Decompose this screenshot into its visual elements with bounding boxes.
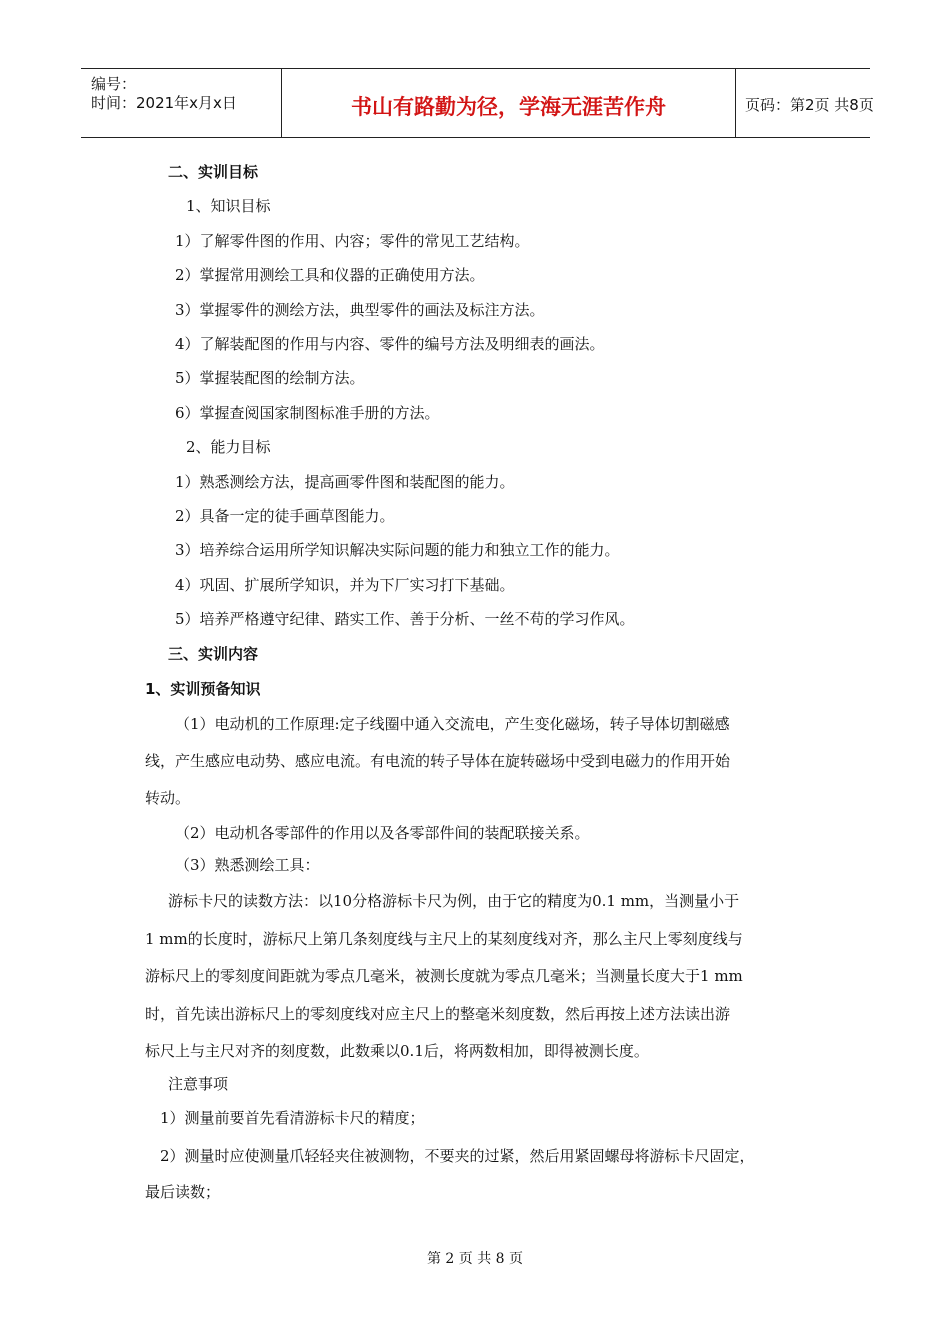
list-item: 4）巩固、扩展所学知识，并为下厂实习打下基础。	[175, 576, 515, 594]
list-item: 2）测量时应使测量爪轻轻夹住被测物，不要夹的过紧，然后用紧固螺母将游标卡尺固定，	[160, 1147, 755, 1165]
date-line: 时间：2021年x月x日	[91, 94, 237, 112]
subsection-heading: 2、能力目标	[186, 438, 271, 456]
header-meta-cell	[81, 69, 281, 137]
paragraph-line: （3）熟悉测绘工具：	[175, 856, 320, 874]
paragraph-line: （2）电动机各零部件的作用以及各零部件间的装配联接关系。	[175, 824, 590, 842]
subsection-heading: 1、实训预备知识	[145, 680, 261, 698]
list-item: 1）熟悉测绘方法，提高画零件图和装配图的能力。	[175, 473, 515, 491]
list-item: 6）掌握查阅国家制图标准手册的方法。	[175, 404, 440, 422]
page-header	[81, 68, 874, 138]
list-item: 1）了解零件图的作用、内容；零件的常见工艺结构。	[175, 232, 530, 250]
header-motto: 书山有路勤为径，学海无涯苦作舟	[351, 95, 666, 119]
list-item: 1）测量前要首先看清游标卡尺的精度；	[160, 1109, 425, 1127]
header-motto-cell	[281, 69, 736, 137]
list-item: 5）培养严格遵守纪律、踏实工作、善于分析、一丝不苟的学习作风。	[175, 610, 635, 628]
list-item: 3）掌握零件的测绘方法，典型零件的画法及标注方法。	[175, 301, 545, 319]
header-page-cell	[735, 69, 874, 137]
page-footer: 第 2 页 共 8 页	[426, 1251, 524, 1267]
header-page-info: 页码：第2页 共8页	[745, 96, 874, 114]
paragraph-line: 1 mm的长度时，游标尺上第几条刻度线与主尺上的某刻度线对齐，那么主尺上零刻度线与	[145, 930, 743, 948]
list-item: 4）了解装配图的作用与内容、零件的编号方法及明细表的画法。	[175, 335, 605, 353]
list-item: 3）培养综合运用所学知识解决实际问题的能力和独立工作的能力。	[175, 541, 620, 559]
paragraph-line: 游标卡尺的读数方法：以10分格游标卡尺为例，由于它的精度为0.1 mm，当测量小于	[168, 892, 740, 910]
number-label: 编号：	[91, 75, 137, 93]
paragraph-line: 时，首先读出游标尺上的零刻度线对应主尺上的整毫米刻度数，然后再按上述方法读出游	[145, 1005, 731, 1023]
subsection-heading: 1、知识目标	[186, 197, 271, 215]
notes-heading: 注意事项	[168, 1075, 229, 1093]
list-item: 最后读数；	[145, 1183, 221, 1201]
paragraph-line: 转动。	[145, 789, 191, 807]
paragraph-line: 线，产生感应电动势、感应电流。有电流的转子导体在旋转磁场中受到电磁力的作用开始	[145, 752, 731, 770]
list-item: 5）掌握装配图的绘制方法。	[175, 369, 365, 387]
list-item: 2）掌握常用测绘工具和仪器的正确使用方法。	[175, 266, 485, 284]
paragraph-line: 标尺上与主尺对齐的刻度数，此数乘以0.1后，将两数相加，即得被测长度。	[145, 1042, 649, 1060]
section-heading: 三、实训内容	[168, 645, 259, 663]
list-item: 2）具备一定的徒手画草图能力。	[175, 507, 395, 525]
paragraph-line: （1）电动机的工作原理:定子线圈中通入交流电，产生变化磁场，转子导体切割磁感	[175, 715, 730, 733]
paragraph-line: 游标尺上的零刻度间距就为零点几毫米，被测长度就为零点几毫米；当测量长度大于1 mm	[145, 967, 743, 985]
section-heading: 二、实训目标	[168, 163, 259, 181]
